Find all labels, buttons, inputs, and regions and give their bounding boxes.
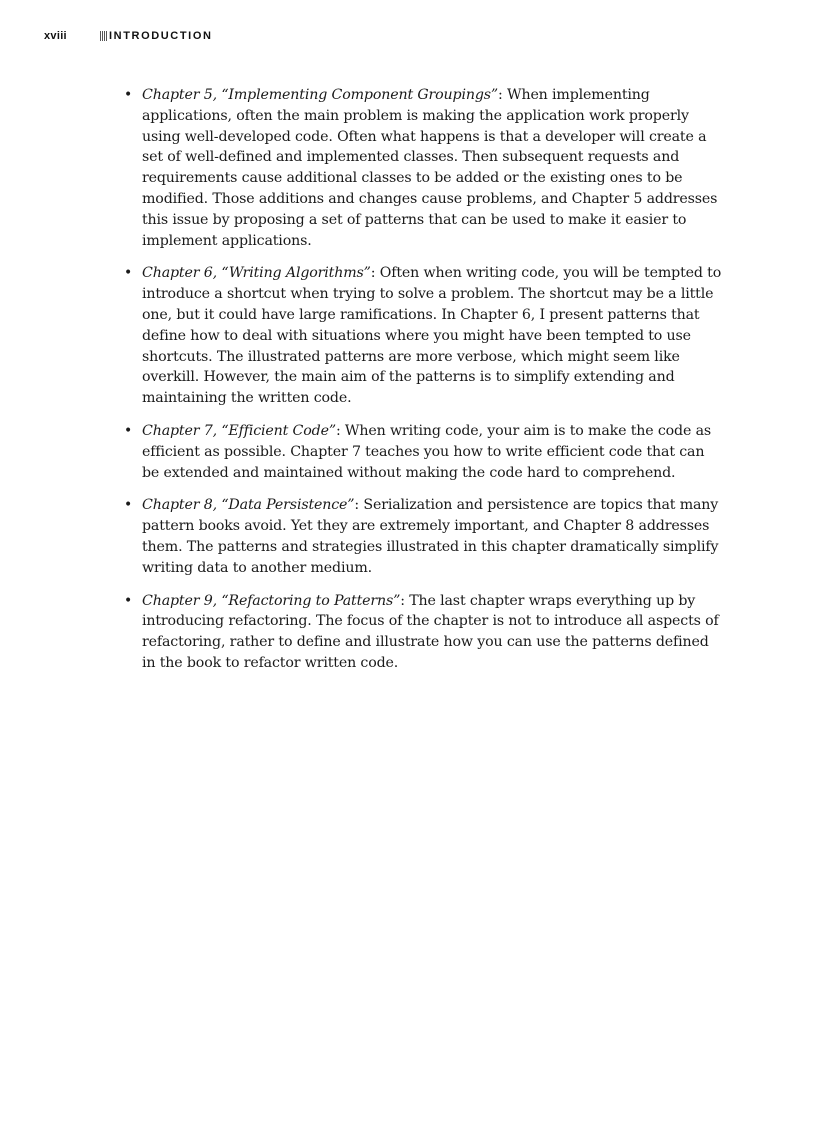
- list-item: [120, 85, 722, 251]
- chapter-title: Chapter 9, “Refactoring to Patterns”: [142, 592, 401, 609]
- bullet-icon: •: [124, 592, 133, 609]
- running-header: [44, 29, 213, 43]
- list-item: [120, 421, 722, 483]
- list-item: [120, 263, 722, 409]
- bullet-icon: •: [124, 497, 133, 514]
- bullet-icon: •: [124, 422, 133, 439]
- list-item: [120, 495, 722, 578]
- chapter-description: : When writing code, your aim is to make the code as efficient as possible. Chapter 7 teaches you how to write efficient code that can be extended and maintained without making the code hard to comprehend.: [142, 422, 712, 481]
- chapter-description: : Serialization and persistence are topics that many pattern books avoid. Yet they are extremely important, and Chapter 8 addresses them. The patterns and strategies illustrated in this chapter dramatically simplify writing data to another medium.: [142, 497, 719, 576]
- chapter-title: Chapter 6, “Writing Algorithms”: [142, 265, 371, 282]
- bullet-icon: •: [124, 265, 133, 282]
- bullet-icon: •: [124, 87, 133, 103]
- chapter-description: : Often when writing code, you will be tempted to introduce a shortcut when trying to solve a problem. The shortcut may be a little one, but it could have large ramifications. In Chapter 6, I present patterns that define how to deal with situations where you might have been tempted to use shortcuts. The illustrated patterns are more verbose, which might seem like overkill. However, the main aim of the patterns is to simplify extending and maintaining the written code.: [142, 265, 722, 407]
- chapter-title: Chapter 5, “Implementing Component Groupings”: [142, 87, 499, 103]
- section-title: INTRODUCTION: [109, 30, 213, 42]
- chapter-description: : The last chapter wraps everything up by introducing refactoring. The focus of the chapter is not to introduce all aspects of refactoring, rather to define and illustrate how you can use the patterns defined in the book to refactor written code.: [142, 592, 719, 671]
- chapter-title: Chapter 8, “Data Persistence”: [142, 497, 355, 514]
- chapter-title: Chapter 7, “Efficient Code”: [142, 422, 336, 439]
- section-marker-icon: [100, 31, 108, 41]
- page-body: [120, 85, 722, 686]
- chapter-description: : When implementing applications, often the main problem is making the application work properly using well-developed code. Often what happens is that a developer will create a set of well-defined and implemented classes. Then subsequent requests and requirements cause additional classes to be added or the existing ones to be modified. Those additions and changes cause problems, and Chapter 5 addresses this issue by proposing a set of patterns that can be used to make it easier to implement applications.: [142, 87, 718, 249]
- page-number: xviii: [44, 30, 67, 42]
- chapter-summary-list: [120, 85, 722, 674]
- list-item: [120, 591, 722, 674]
